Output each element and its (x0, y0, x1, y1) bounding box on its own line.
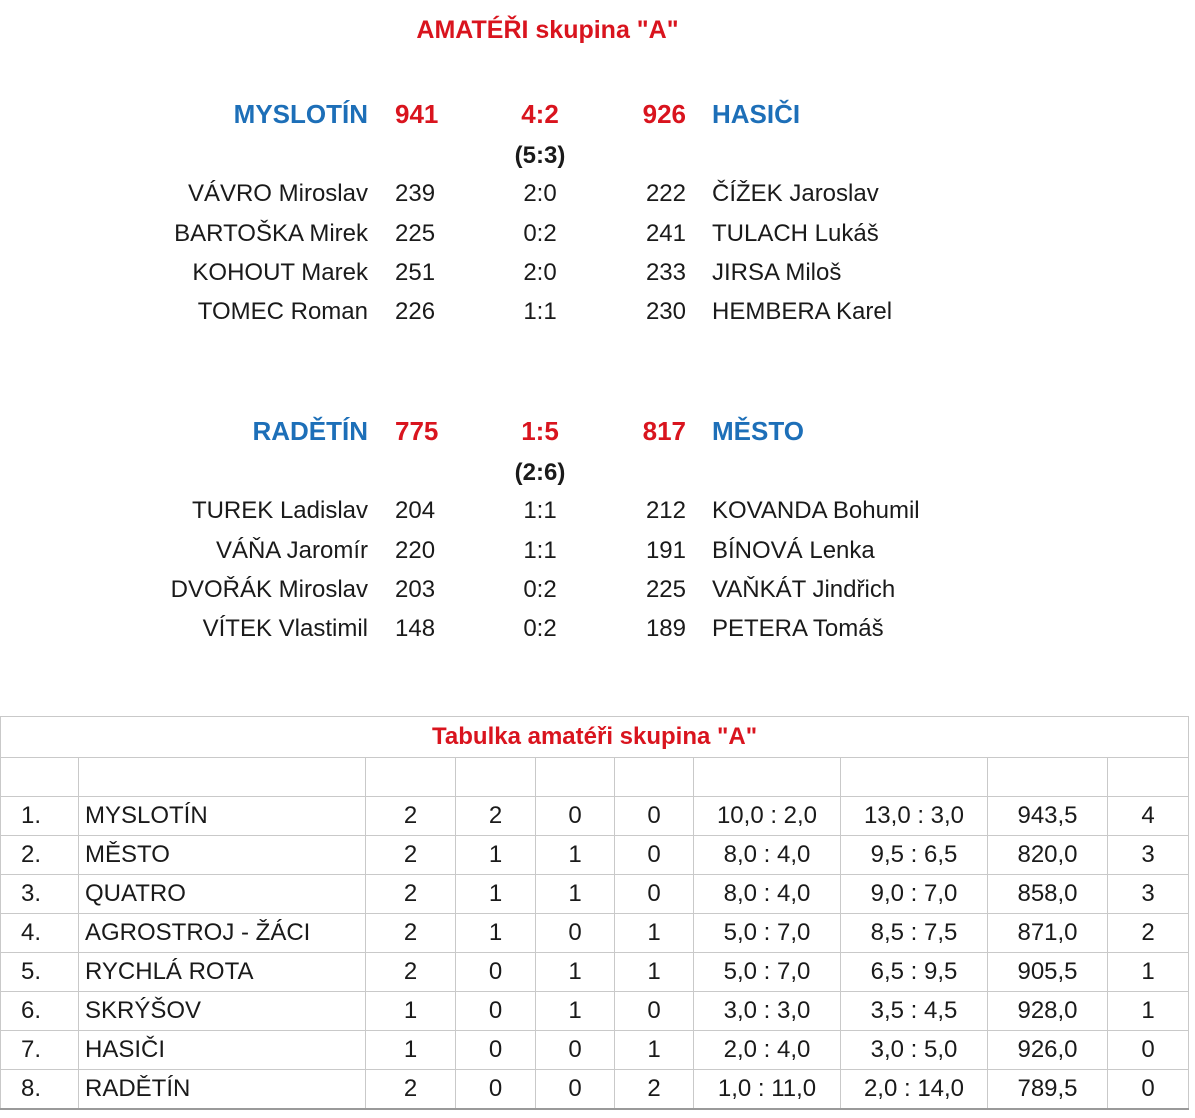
match-result: 1:5 (521, 416, 559, 446)
game-row (0, 611, 1195, 647)
team-name: QUATRO (79, 875, 366, 914)
away-player-score: 230 (645, 298, 686, 325)
points: 3 (1108, 875, 1189, 914)
table-row (1, 836, 1189, 875)
game-row (0, 572, 1195, 608)
drawn: 0 (536, 797, 615, 836)
home-player: TOMEC Roman (197, 298, 368, 325)
average: 905,5 (988, 953, 1108, 992)
game-row (0, 533, 1195, 569)
points-ratio: 5,0 : 7,0 (694, 953, 841, 992)
points-ratio: 10,0 : 2,0 (694, 797, 841, 836)
won: 2 (456, 797, 536, 836)
match-sub-result: (2:6) (514, 459, 566, 486)
home-player: VÁVRO Miroslav (187, 180, 368, 207)
played: 2 (366, 914, 456, 953)
drawn: 0 (536, 1070, 615, 1110)
home-player: KOHOUT Marek (192, 259, 368, 286)
home-player-score: 204 (395, 497, 436, 524)
home-player: DVOŘÁK Miroslav (170, 576, 368, 603)
away-player: TULACH Lukáš (712, 220, 879, 247)
home-player: VÍTEK Vlastimil (202, 615, 368, 642)
home-player-score: 148 (395, 615, 436, 642)
points-ratio: 8,0 : 4,0 (694, 875, 841, 914)
won: 0 (456, 953, 536, 992)
away-player: ČÍŽEK Jaroslav (712, 180, 879, 207)
game-result: 2:0 (523, 259, 557, 286)
points: 4 (1108, 797, 1189, 836)
rank: 4. (1, 914, 79, 953)
lost: 0 (615, 992, 694, 1031)
points: 2 (1108, 914, 1189, 953)
points: 0 (1108, 1031, 1189, 1070)
away-team: MĚSTO (712, 416, 804, 446)
team-name: SKRÝŠOV (79, 992, 366, 1031)
team-name: RADĚTÍN (79, 1070, 366, 1110)
match-result: 4:2 (521, 99, 559, 129)
drawn: 1 (536, 992, 615, 1031)
sets-ratio: 6,5 : 9,5 (841, 953, 988, 992)
game-row (0, 255, 1195, 291)
team-name: MĚSTO (79, 836, 366, 875)
away-player-score: 191 (645, 537, 686, 564)
home-team: RADĚTÍN (252, 416, 368, 446)
table-row (1, 953, 1189, 992)
away-player: PETERA Tomáš (712, 615, 884, 642)
sets-ratio: 13,0 : 3,0 (841, 797, 988, 836)
won: 1 (456, 836, 536, 875)
home-player-score: 226 (395, 298, 436, 325)
played: 2 (366, 875, 456, 914)
played: 2 (366, 1070, 456, 1110)
game-result: 1:1 (523, 298, 557, 325)
home-score: 941 (395, 99, 439, 129)
points: 3 (1108, 836, 1189, 875)
sets-ratio: 8,5 : 7,5 (841, 914, 988, 953)
won: 1 (456, 875, 536, 914)
team-name: RYCHLÁ ROTA (79, 953, 366, 992)
home-player-score: 203 (395, 576, 436, 603)
average: 943,5 (988, 797, 1108, 836)
home-player: BARTOŠKA Mirek (174, 220, 368, 247)
sets-ratio: 3,5 : 4,5 (841, 992, 988, 1031)
home-player: TUREK Ladislav (191, 497, 368, 524)
won: 0 (456, 1031, 536, 1070)
played: 1 (366, 1031, 456, 1070)
away-player: JIRSA Miloš (712, 259, 842, 286)
match-header (0, 96, 1195, 132)
lost: 2 (615, 1070, 694, 1110)
away-player: BÍNOVÁ Lenka (712, 537, 875, 564)
away-player-score: 233 (645, 259, 686, 286)
standings-table (0, 716, 1189, 1110)
game-result: 1:1 (523, 537, 557, 564)
table-row (1, 797, 1189, 836)
drawn: 0 (536, 914, 615, 953)
game-row (0, 176, 1195, 212)
sets-ratio: 9,5 : 6,5 (841, 836, 988, 875)
match-header (0, 413, 1195, 449)
table-row (1, 992, 1189, 1031)
sets-ratio: 3,0 : 5,0 (841, 1031, 988, 1070)
home-player-score: 251 (395, 259, 436, 286)
home-score: 775 (395, 416, 439, 446)
away-player: VAŇKÁT Jindřich (712, 576, 896, 603)
game-row (0, 493, 1195, 529)
away-player-score: 241 (645, 220, 686, 247)
table-row (1, 1070, 1189, 1110)
drawn: 1 (536, 836, 615, 875)
match-sub-result-row (0, 138, 1195, 174)
average: 820,0 (988, 836, 1108, 875)
game-result: 1:1 (523, 497, 557, 524)
rank: 5. (1, 953, 79, 992)
table-caption-row (1, 717, 1189, 758)
points-ratio: 1,0 : 11,0 (694, 1070, 841, 1110)
home-player-score: 220 (395, 537, 436, 564)
game-result: 0:2 (523, 576, 557, 603)
game-result: 0:2 (523, 220, 557, 247)
rank: 3. (1, 875, 79, 914)
average: 871,0 (988, 914, 1108, 953)
table-row (1, 914, 1189, 953)
game-result: 0:2 (523, 615, 557, 642)
team-name: MYSLOTÍN (79, 797, 366, 836)
lost: 0 (615, 836, 694, 875)
played: 2 (366, 797, 456, 836)
drawn: 0 (536, 1031, 615, 1070)
team-name: AGROSTROJ - ŽÁCI (79, 914, 366, 953)
average: 858,0 (988, 875, 1108, 914)
sets-ratio: 9,0 : 7,0 (841, 875, 988, 914)
rank: 2. (1, 836, 79, 875)
home-player-score: 225 (395, 220, 436, 247)
away-player-score: 225 (645, 576, 686, 603)
points: 1 (1108, 953, 1189, 992)
away-player: KOVANDA Bohumil (712, 497, 920, 524)
lost: 1 (615, 914, 694, 953)
average: 926,0 (988, 1031, 1108, 1070)
home-player: VÁŇA Jaromír (215, 537, 368, 564)
average: 789,5 (988, 1070, 1108, 1110)
rank: 8. (1, 1070, 79, 1110)
table-row (1, 875, 1189, 914)
page-title: AMATÉŘI skupina "A" (416, 16, 679, 44)
away-player-score: 212 (645, 497, 686, 524)
away-score: 817 (642, 416, 686, 446)
match-sub-result: (5:3) (514, 142, 566, 169)
lost: 0 (615, 875, 694, 914)
points: 1 (1108, 992, 1189, 1031)
away-team: HASIČI (712, 99, 801, 129)
lost: 0 (615, 797, 694, 836)
rank: 7. (1, 1031, 79, 1070)
table-row (1, 1031, 1189, 1070)
table-header-row (1, 758, 1189, 797)
points-ratio: 8,0 : 4,0 (694, 836, 841, 875)
away-player: HEMBERA Karel (712, 298, 893, 325)
away-player-score: 189 (645, 615, 686, 642)
away-player-score: 222 (645, 180, 686, 207)
drawn: 1 (536, 953, 615, 992)
team-name: HASIČI (79, 1031, 366, 1070)
rank: 1. (1, 797, 79, 836)
rank: 6. (1, 992, 79, 1031)
points-ratio: 3,0 : 3,0 (694, 992, 841, 1031)
home-player-score: 239 (395, 180, 436, 207)
won: 0 (456, 1070, 536, 1110)
lost: 1 (615, 953, 694, 992)
game-row (0, 216, 1195, 252)
average: 928,0 (988, 992, 1108, 1031)
table-caption: Tabulka amatéři skupina "A" (1, 717, 1189, 758)
home-team: MYSLOTÍN (233, 99, 368, 129)
won: 1 (456, 914, 536, 953)
sets-ratio: 2,0 : 14,0 (841, 1070, 988, 1110)
match-sub-result-row (0, 455, 1195, 491)
points: 0 (1108, 1070, 1189, 1110)
lost: 1 (615, 1031, 694, 1070)
game-result: 2:0 (523, 180, 557, 207)
points-ratio: 2,0 : 4,0 (694, 1031, 841, 1070)
played: 2 (366, 953, 456, 992)
drawn: 1 (536, 875, 615, 914)
won: 0 (456, 992, 536, 1031)
game-row (0, 294, 1195, 330)
played: 2 (366, 836, 456, 875)
away-score: 926 (642, 99, 686, 129)
played: 1 (366, 992, 456, 1031)
points-ratio: 5,0 : 7,0 (694, 914, 841, 953)
